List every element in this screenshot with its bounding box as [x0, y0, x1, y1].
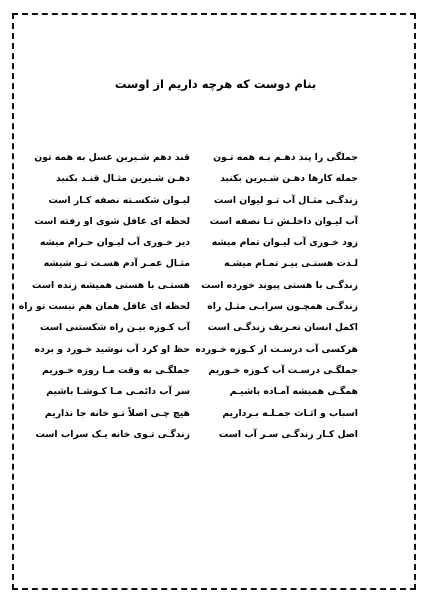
verse-second-hemistich: لحظه ای غافل همان هم نیست تو راه: [18, 301, 190, 313]
verse-first-hemistich: اصل کـار زندگـی سـر آب است: [218, 428, 358, 440]
poem-verse-row: [0, 407, 431, 428]
verse-first-hemistich: زندگـی مثـال آب تـو لیوان است: [213, 194, 358, 206]
verse-second-hemistich: هستـی با هستی همیشه زنده است: [31, 279, 190, 291]
poem-verse-row: [0, 151, 431, 172]
poem-verse-row: [0, 194, 431, 215]
verse-second-hemistich: حظ او کرد آب نوشید خـورد و برده: [34, 343, 190, 355]
verse-second-hemistich: لیـوان شکسـته نصفه کـار است: [48, 194, 190, 206]
poem-verse-row: [0, 343, 431, 364]
verse-first-hemistich: جملگـی درسـت آب کـوزه خـوریم: [208, 364, 358, 376]
poem-verse-row: [0, 300, 431, 321]
verse-second-hemistich: لحظه ای غافل شوی او رفته است: [34, 215, 190, 227]
poem-verse-row: [0, 215, 431, 236]
poem-verse-row: [0, 257, 431, 278]
verse-second-hemistich: دهـن شـیرین مثـال قنـد بکنید: [55, 173, 190, 185]
verse-second-hemistich: دیر خـوری آب لیـوان حـرام میشه: [39, 237, 190, 249]
verse-first-hemistich: هرکسی آب درسـت از کـوزه خـورده: [195, 343, 358, 355]
verse-first-hemistich: زندگـی همچـون سرابـی مثـل راه: [207, 301, 358, 313]
verse-second-hemistich: هیچ چـی اصلاً تـو خانه جا نذاریم: [44, 407, 190, 419]
verse-first-hemistich: جملگی را پند دهـم بـه همه تـون: [213, 152, 358, 163]
verse-first-hemistich: زود خـوری آب لیـوان تمام میشه: [211, 237, 358, 249]
poem-verse-row: [0, 428, 431, 449]
verse-first-hemistich: آب لیـوان داخلـش تـا نصفه است: [209, 215, 358, 227]
verse-second-hemistich: مثـال عمـر آدم هسـت تـو شیشه: [43, 258, 190, 270]
verse-second-hemistich: جملگـی به وقت مـا روزه خـوریم: [42, 364, 190, 376]
poem-title: بنام دوست که هرچه داریم از اوست: [114, 77, 317, 91]
verse-first-hemistich: اکمل انسان تعـریف زندگـی است: [207, 322, 358, 334]
verse-second-hemistich: سر آب دائمـی مـا کـوشـا باشیم: [46, 386, 190, 398]
poem-verse-row: [0, 385, 431, 406]
poem-verse-row: [0, 172, 431, 193]
verse-first-hemistich: زندگـی با هستی پیوند خورده است: [201, 279, 358, 291]
verse-first-hemistich: اسباب و اثـاث جمـلـه بـرداریم: [222, 407, 358, 419]
verse-first-hemistich: لـذت هستـی بیـر تمـام میشـه: [224, 258, 358, 270]
verse-second-hemistich: زندگـی تـوی خانه یـک سراب است: [35, 428, 190, 440]
poem-verse-row: [0, 364, 431, 385]
poem-verse-row: [0, 321, 431, 342]
verse-second-hemistich: قند دهم شـیرین عسل به همه تون: [34, 152, 190, 163]
verse-first-hemistich: جمله کارها دهـن شـیرین بکنید: [220, 173, 358, 185]
verse-first-hemistich: همگـی همیشه آمـاده باشیـم: [229, 386, 358, 398]
poem-verse-row: [0, 279, 431, 300]
poem-body: [0, 151, 431, 449]
poem-verse-row: [0, 236, 431, 257]
verse-second-hemistich: آب کـوزه بیـن راه شکستنی است: [40, 322, 190, 334]
